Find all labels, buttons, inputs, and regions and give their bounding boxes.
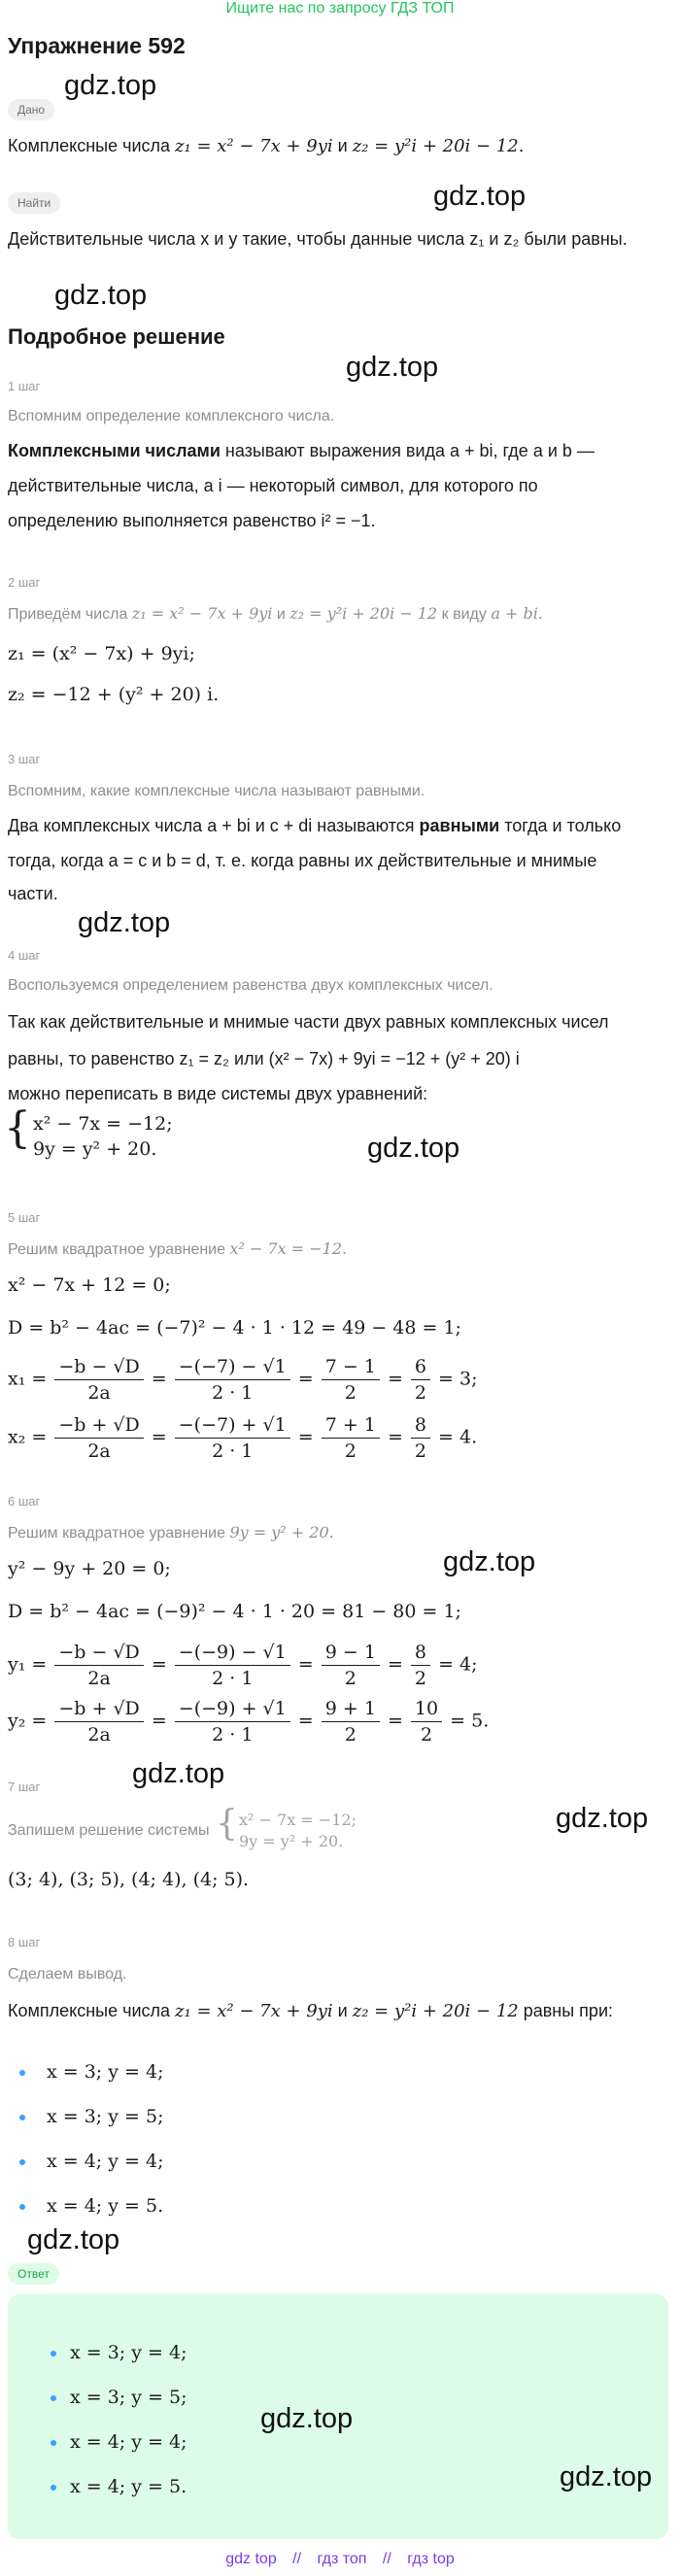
step-5-hint: Решим квадратное уравнение x² − 7x = −12. (8, 1239, 348, 1258)
answer-item: x = 4; y = 4; (70, 2431, 187, 2453)
step-2-line-1: z₁ = (x² − 7x) + 9yi; (8, 643, 195, 664)
step-6-line-1: y² − 9y + 20 = 0; (8, 1558, 171, 1579)
step-3-label: 3 шаг (8, 752, 41, 766)
list-item: x = 3; y = 5; (47, 2106, 164, 2127)
step-4-hint: Воспользуемся определением равенства двух комплексных чисел. (8, 977, 493, 994)
step-2-line-2: z₂ = −12 + (y² + 20) i. (8, 684, 220, 705)
list-bullet (51, 2485, 56, 2491)
step-8-text: Комплексные числа z₁ = x² − 7x + 9yi и z₂ = y²i + 20i − 12 равны при: (8, 2001, 613, 2021)
step-1-text-2: действительные числа, а i — некоторый символ, для которого по (8, 476, 538, 495)
watermark: gdz.top (27, 2224, 120, 2255)
step-3-text-3: части. (8, 884, 58, 903)
step-3-text: Два комплексных числа a + bi и c + di называются равными тогда и только (8, 816, 622, 835)
list-item: x = 4; y = 5. (47, 2195, 164, 2217)
watermark: gdz.top (64, 70, 157, 101)
step-6-y1: y₁ = $\frac{-b - √D}{2a}$ = $\frac{-(-9) - √1}{2 \cdot 1}$ = $\frac{9 - 1}{2}$ = $\frac{8}{2}$ = 4; (8, 1642, 478, 1689)
step-7-hint: Запишем решение системы (8, 1822, 210, 1839)
answer-item: x = 3; y = 5; (70, 2387, 187, 2408)
list-bullet (19, 2204, 25, 2210)
watermark: gdz.top (433, 181, 527, 212)
answer-item: x = 4; y = 5. (70, 2476, 187, 2497)
watermark: gdz.top (260, 2403, 354, 2434)
step-4-text: Так как действительные и мнимые части двух равных комплексных чисел (8, 1012, 609, 1032)
step-5-line-1: x² − 7x + 12 = 0; (8, 1274, 171, 1296)
step-7-brace: { (216, 1804, 238, 1844)
find-label: Найти (8, 192, 60, 214)
list-bullet (51, 2395, 56, 2401)
footer-link[interactable]: gdz top (225, 2551, 277, 2567)
page-title: Упражнение 592 (8, 33, 186, 58)
step-6-hint: Решим квадратное уравнение 9y = y² + 20. (8, 1523, 334, 1542)
step-1-text-3: определению выполняется равенство i² = −1. (8, 511, 376, 530)
watermark: gdz.top (54, 280, 148, 311)
list-bullet (51, 2440, 56, 2446)
footer-links (0, 2551, 680, 2568)
step-7-system-1: x² − 7x = −12; (239, 1811, 357, 1829)
step-7-label: 7 шаг (8, 1779, 41, 1794)
step-4-label: 4 шаг (8, 948, 41, 963)
watermark: gdz.top (367, 1133, 460, 1164)
step-1-label: 1 шаг (8, 379, 41, 393)
given-text: Комплексные числа z₁ = x² − 7x + 9yi и z₂ = y²i + 20i − 12. (8, 136, 525, 156)
footer-link[interactable]: гдз топ (317, 2551, 367, 2567)
list-item: x = 3; y = 4; (47, 2061, 164, 2083)
list-bullet (51, 2351, 56, 2356)
step-4-system-2: 9y = y² + 20. (33, 1138, 157, 1160)
step-2-hint: Приведём числа z₁ = x² − 7x + 9yi и z₂ = y²i + 20i − 12 к виду a + bi. (8, 604, 543, 623)
watermark: gdz.top (346, 352, 439, 383)
step-8-hint: Сделаем вывод. (8, 1966, 127, 1983)
list-bullet (19, 2070, 25, 2076)
step-7-system-2: 9y = y² + 20. (239, 1832, 344, 1850)
step-5-label: 5 шаг (8, 1210, 41, 1225)
step-1-text: Комплексными числами называют выражения вида a + bi, где a и b — (8, 441, 595, 460)
watermark: gdz.top (560, 2461, 653, 2492)
system-brace: { (4, 1103, 31, 1153)
list-bullet (19, 2159, 25, 2165)
step-6-label: 6 шаг (8, 1494, 41, 1508)
footer-separator: // (292, 2551, 302, 2567)
step-6-line-2: D = b² − 4ac = (−9)² − 4 · 1 · 20 = 81 − 80 = 1; (8, 1601, 461, 1622)
step-1-hint: Вспомним определение комплексного числа. (8, 408, 335, 424)
list-item: x = 4; y = 4; (47, 2151, 164, 2172)
step-3-text-2: тогда, когда a = c и b = d, т. е. когда равны их действительные и мнимые (8, 851, 597, 870)
watermark: gdz.top (443, 1546, 536, 1577)
given-label: Дано (8, 99, 54, 120)
solution-title: Подробное решение (8, 324, 225, 349)
answer-label: Ответ (8, 2263, 59, 2285)
top-search-link[interactable]: Ищите нас по запросу ГДЗ ТОП (225, 0, 455, 17)
step-2-label: 2 шаг (8, 575, 41, 590)
step-5-x1: x₁ = $\frac{-b - √D}{2a}$ = $\frac{-(-7) - √1}{2 \cdot 1}$ = $\frac{7 - 1}{2}$ = $\frac{6}{2}$ = 3; (8, 1356, 478, 1404)
step-5-x2: x₂ = $\frac{-b + √D}{2a}$ = $\frac{-(-7) + √1}{2 \cdot 1}$ = $\frac{7 + 1}{2}$ = $\frac{8}{2}$ = 4. (8, 1414, 478, 1462)
step-8-label: 8 шаг (8, 1935, 41, 1949)
list-bullet (19, 2115, 25, 2120)
footer-link[interactable]: гдз top (407, 2551, 455, 2567)
footer-separator: // (382, 2551, 391, 2567)
step-4-text-2: равны, то равенство z₁ = z₂ или (x² − 7x) + 9yi = −12 + (y² + 20) i (8, 1049, 520, 1068)
step-5-line-2: D = b² − 4ac = (−7)² − 4 · 1 · 12 = 49 − 48 = 1; (8, 1317, 461, 1339)
watermark: gdz.top (132, 1758, 225, 1789)
step-3-hint: Вспомним, какие комплексные числа называют равными. (8, 783, 425, 799)
step-4-text-3: можно переписать в виде системы двух уравнений: (8, 1084, 428, 1103)
find-text: Действительные числа x и y такие, чтобы данные числа z₁ и z₂ были равны. (8, 229, 628, 249)
watermark: gdz.top (78, 907, 171, 938)
step-6-y2: y₂ = $\frac{-b + √D}{2a}$ = $\frac{-(-9) + √1}{2 \cdot 1}$ = $\frac{9 + 1}{2}$ = $\frac{10}{2}$ = 5. (8, 1698, 490, 1746)
watermark: gdz.top (556, 1803, 649, 1834)
answer-item: x = 3; y = 4; (70, 2342, 187, 2363)
step-4-system-1: x² − 7x = −12; (33, 1113, 173, 1135)
step-7-result: (3; 4), (3; 5), (4; 4), (4; 5). (8, 1869, 250, 1890)
